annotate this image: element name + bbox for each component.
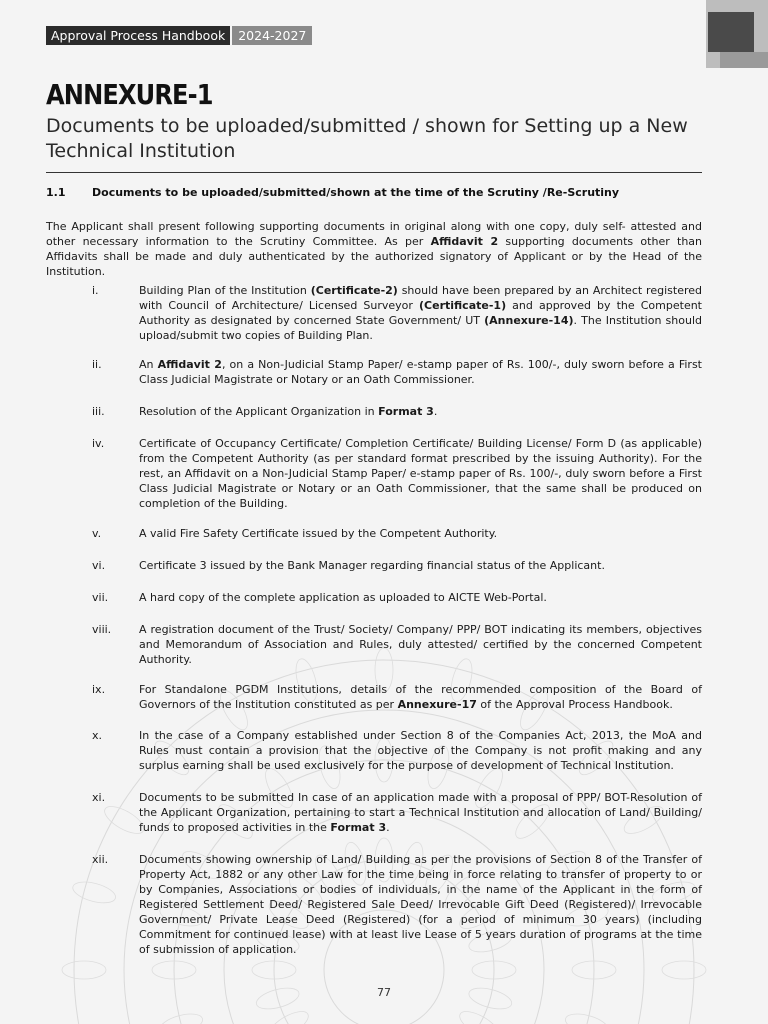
section-heading [46,186,619,199]
annexure-subtitle: Documents to be uploaded/submitted / shown for Setting up a New Technical Institution [46,115,688,162]
list-item-text [139,558,702,573]
bold-reference: Affidavit 2 [157,358,222,371]
bold-reference: (Certificate-1) [419,299,507,312]
text-segment: Resolution of the Applicant Organization in [139,405,379,418]
list-item-text [139,590,702,605]
list-item-number: xii. [92,853,109,866]
text-segment: . [433,405,438,418]
text-segment: For Standalone PGDM Institutions, details of the recommended composition of the Board of Governors of the Institution constituted as per [139,683,702,711]
list-item-number: x. [92,729,103,742]
text-segment: Documents to be submitted In case of an application made with a proposal of PPP/ BOT-Resolution of the Applicant Organization, pertaining to start a Technical Institution and allocation of Land/ Building/ funds to proposed activities in the [139,791,702,834]
watermark-petal [472,961,516,979]
list-item-number: vi. [92,559,106,572]
watermark-petal [71,878,118,907]
intro-bold: Affidavit 2 [430,235,499,248]
watermark-petal [158,1010,205,1024]
text-segment: Certificate 3 issued by the Bank Manager regarding financial status of the Applicant. [139,559,605,572]
text-segment: Certificate of Occupancy Certificate/ Completion Certificate/ Building License/ Form D (as applicable) from the Competent Authority (as per standard format prescribed by the issuing Authority). For the rest, an Affidavit on a Non-Judicial Stamp Paper/ e-stamp paper of Rs. 100/-, duly sworn before a First Class Judicial Magistrate or Notary or an Oath Commissioner, that the same shall be produced on completion of the Building. [139,437,702,510]
page-number: 77 [377,986,391,999]
section-number: 1.1 [46,186,66,199]
corner-decoration [706,0,768,68]
watermark-petal [456,1006,503,1024]
title-divider [46,172,702,173]
list-item-number: ix. [92,683,106,696]
text-segment: , on a Non-Judicial Stamp Paper/ e-stamp paper of Rs. 100/-, duly sworn before a First Class Judicial Magistrate or Notary or an Oath Commissioner. [139,358,702,386]
handbook-years: 2024-2027 [232,26,312,45]
watermark-petal [572,961,616,979]
handbook-title: Approval Process Handbook [46,26,230,45]
list-item-text [139,357,702,387]
list-item-number: iv. [92,437,105,450]
text-segment: should have been prepared by an Architect registered with Council of Architecture/ Licensed Surveyor [139,284,702,312]
section-heading-text: Documents to be uploaded/submitted/shown at the time of the Scrutiny /Re-Scrutiny [92,186,620,199]
watermark-petal [563,1010,610,1024]
list-item-text [139,283,702,343]
text-segment: of the Approval Process Handbook. [476,698,673,711]
bold-reference: Format 3 [330,821,387,834]
watermark-petal [152,961,196,979]
text-segment: . The Institution should upload/submit two copies of Building Plan. [139,314,702,342]
list-item-text [139,622,702,667]
watermark-petal [662,961,706,979]
watermark-petal [252,961,296,979]
bold-reference: (Annexure-14) [484,314,574,327]
intro-paragraph [46,219,702,279]
list-item-number: ii. [92,358,102,371]
intro-text-2: supporting documents other than Affidavits shall be made and duly authenticated by the authorized signatory of Applicant or by the Head of the Institution. [46,235,703,278]
intro-text-1: The Applicant shall present following supporting documents in original along with one copy, duly self- attested and other necessary information to the Scrutiny Committee. As per [46,220,702,248]
watermark-petal [265,1006,312,1024]
list-item-number: v. [92,527,102,540]
list-item-text [139,404,702,419]
list-item-text [139,790,702,835]
text-segment: Documents showing ownership of Land/ Building as per the provisions of Section 8 of the Transfer of Property Act, 1882 or any other Law for the time being in force relating to transfer of property to or by Companies, Associations or bodies of individuals, in the name of the Applicant in the form of Registered Settlement Deed/ Registered Sale Deed/ Irrevocable Gift Deed (Registered)/ Irrevocable Government/ Private Lease Deed (Registered) (for a period of minimum 30 years) (including Commitment for continued lease) with at least live Lease of 5 years duration of programs at the time of submission of application. [139,853,702,956]
list-item-text [139,852,702,957]
list-item-number: iii. [92,405,105,418]
text-segment: In the case of a Company established under Section 8 of the Companies Act, 2013, the MoA and Rules must contain a provision that the objective of the Company is not profit making and any surplus earning shall be used exclusively for the purpose of development of Technical Institution. [139,729,702,772]
list-item-number: i. [92,284,99,297]
text-segment: A hard copy of the complete application as uploaded to AICTE Web-Portal. [139,591,547,604]
text-segment: An [139,358,158,371]
list-item-text [139,682,702,712]
text-segment: and approved by the Competent Authority as designated by concerned State Government/ UT [139,299,702,327]
list-item-number: xi. [92,791,106,804]
text-segment: Building Plan of the Institution [139,284,311,297]
bold-reference: (Certificate-2) [310,284,398,297]
list-item-text [139,728,702,773]
list-item-number: vii. [92,591,109,604]
list-item-number: viii. [92,623,112,636]
text-segment: A registration document of the Trust/ Society/ Company/ PPP/ BOT indicating its members, objectives and Memorandum of Association and Rules, duly attested/ certified by the concerned Competent Authority. [139,623,702,666]
text-segment: A valid Fire Safety Certificate issued by the Competent Authority. [139,527,498,540]
list-item-text [139,436,702,511]
list-item-text [139,526,702,541]
annexure-title: ANNEXURE-1 [46,78,213,111]
watermark-petal [62,961,106,979]
text-segment: . [386,821,390,834]
bold-reference: Annexure-17 [397,698,477,711]
handbook-header [46,26,312,45]
bold-reference: Format 3 [378,405,434,418]
